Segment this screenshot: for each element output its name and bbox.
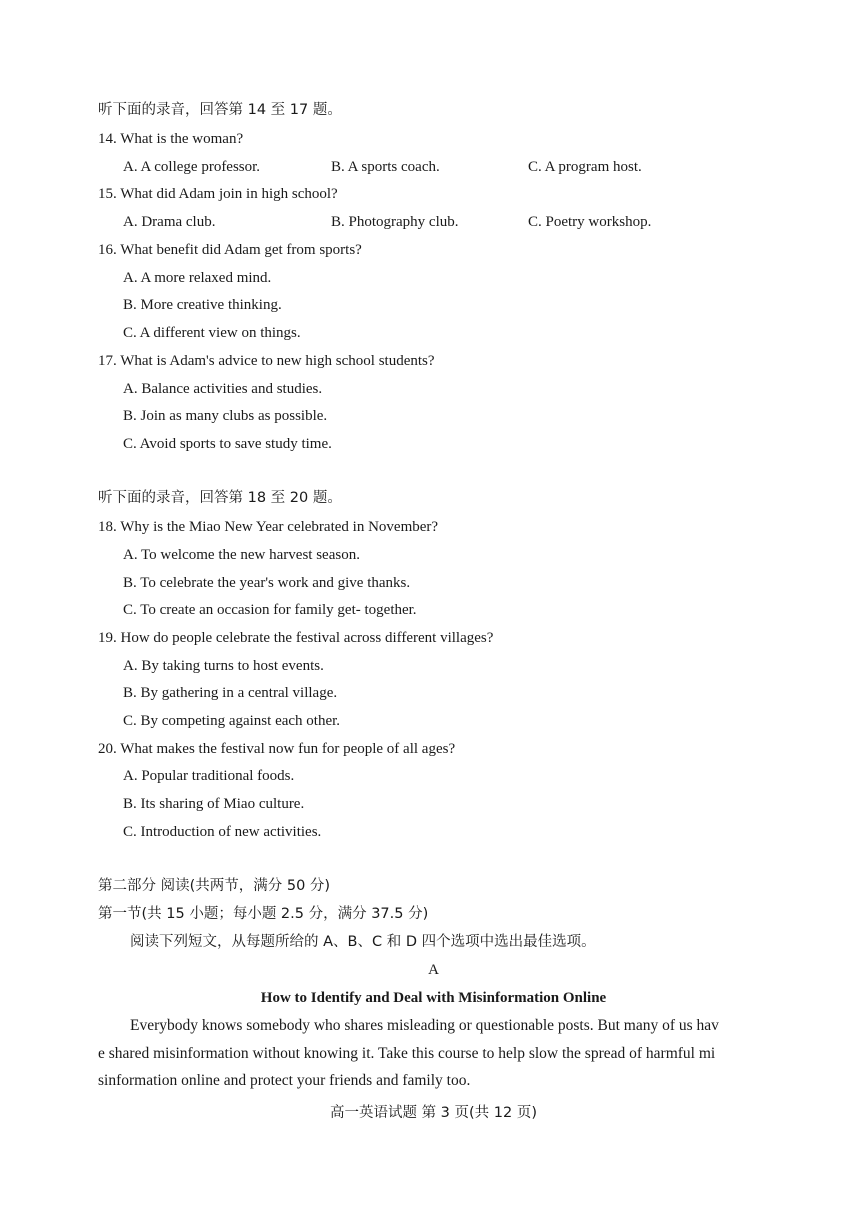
- listening-instruction-14-17: 听下面的录音，回答第 14 至 17 题。: [98, 102, 342, 118]
- passage-line-2: e shared misinformation without knowing it. Take this course to help slow the spread of harmful mi: [98, 1045, 716, 1062]
- q17-option-c: C. Avoid sports to save study time.: [123, 436, 332, 452]
- q16-option-a: A. A more relaxed mind.: [123, 270, 272, 286]
- reading-direction: 阅读下列短文，从每题所给的 A、B、C 和 D 四个选项中选出最佳选项。: [130, 934, 596, 950]
- q14-option-a: A. A college professor.: [123, 159, 261, 175]
- part-two-heading: 第二部分 阅读(共两节，满分 50 分): [98, 878, 331, 894]
- question-14: 14. What is the woman?: [98, 131, 244, 147]
- passage-title: How to Identify and Deal with Misinformation Online: [260, 990, 607, 1006]
- page-footer: 高一英语试题 第 3 页(共 12 页): [329, 1105, 538, 1121]
- q15-option-c: C. Poetry workshop.: [528, 214, 652, 230]
- q16-option-c: C. A different view on things.: [123, 325, 301, 341]
- passage-line-3: sinformation online and protect your friends and family too.: [98, 1072, 471, 1089]
- question-19: 19. How do people celebrate the festival across different villages?: [98, 630, 494, 646]
- q17-option-a: A. Balance activities and studies.: [123, 381, 323, 397]
- q18-option-b: B. To celebrate the year's work and give thanks.: [123, 575, 411, 591]
- question-16: 16. What benefit did Adam get from sports?: [98, 242, 362, 258]
- q20-option-b: B. Its sharing of Miao culture.: [123, 796, 305, 812]
- q14-option-b: B. A sports coach.: [331, 159, 440, 175]
- q20-option-a: A. Popular traditional foods.: [123, 768, 295, 784]
- passage-letter: A: [428, 962, 439, 978]
- q19-option-a: A. By taking turns to host events.: [123, 658, 324, 674]
- q16-option-b: B. More creative thinking.: [123, 297, 282, 313]
- q14-option-c: C. A program host.: [528, 159, 642, 175]
- q15-option-a: A. Drama club.: [123, 214, 216, 230]
- question-15: 15. What did Adam join in high school?: [98, 186, 338, 202]
- q20-option-c: C. Introduction of new activities.: [123, 824, 322, 840]
- listening-instruction-18-20: 听下面的录音，回答第 18 至 20 题。: [98, 490, 342, 506]
- q19-option-c: C. By competing against each other.: [123, 713, 341, 729]
- question-17: 17. What is Adam's advice to new high school students?: [98, 353, 435, 369]
- q18-option-a: A. To welcome the new harvest season.: [123, 547, 360, 563]
- question-20: 20. What makes the festival now fun for people of all ages?: [98, 741, 456, 757]
- question-18: 18. Why is the Miao New Year celebrated in November?: [98, 519, 439, 535]
- q18-option-c: C. To create an occasion for family get- together.: [123, 602, 417, 618]
- passage-line-1: Everybody knows somebody who shares misleading or questionable posts. But many of us hav: [130, 1017, 719, 1034]
- q17-option-b: B. Join as many clubs as possible.: [123, 408, 328, 424]
- part-two-section-one: 第一节(共 15 小题；每小题 2.5 分，满分 37.5 分): [98, 906, 429, 922]
- q15-option-b: B. Photography club.: [331, 214, 459, 230]
- q19-option-b: B. By gathering in a central village.: [123, 685, 338, 701]
